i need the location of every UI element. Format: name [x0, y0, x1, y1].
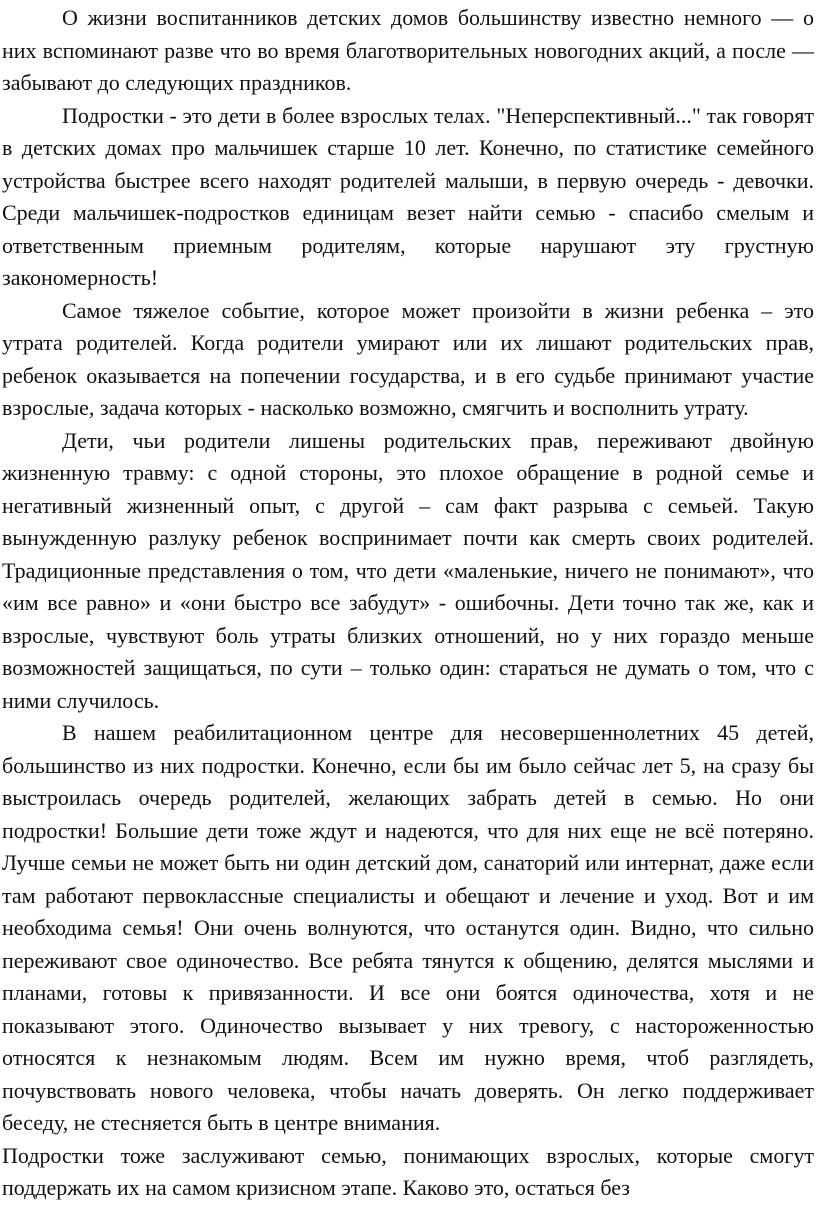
paragraph-4: Дети, чьи родители лишены родительских прав, переживают двойную жизненную травму: с одной стороны, это плохое обращение в родной семье и негативный жизненный опыт, с другой – сам факт разрыва с семьей. Такую вынужденную разлуку ребенок воспринимает почти как смерть своих родителей. Традиционные представления о том, что дети «маленькие, ничего не понимают», что «им все равно» и «они быстро все забудут» - ошибочны. Дети точно так же, как и взрослые, чувствуют боль утраты близких отношений, но у них гораздо меньше возможностей защищаться, по сути – только один: стараться не думать о том, что с ними случилось.	[2, 427, 814, 713]
paragraph-6: Подростки тоже заслуживают семью, понимающих взрослых, которые смогут поддержать их на самом кризисном этапе. Каково это, остаться без	[2, 1142, 814, 1200]
paragraph-1: О жизни воспитанников детских домов большинству известно немного — о них вспоминают разве что во время благотворительных новогодних акций, а после — забывают до следующих праздников.	[2, 5, 814, 95]
paragraph-5: В нашем реабилитационном центре для несовершеннолетних 45 детей, большинство из них подростки. Конечно, если бы им было сейчас лет 5, на сразу бы выстроилась очередь родителей, желающих забрать детей в семью. Но они подростки! Большие дети тоже ждут и надеются, что для них еще не всё потеряно. Лучше семьи не может быть ни один детский дом, санаторий или интернат, даже если там работают первоклассные специалисты и обещают и лечение и уход. Вот и им необходима семья! Они очень волнуются, что останутся один. Видно, что сильно переживают свое одиночество. Все ребята тянутся к общению, делятся мыслями и планами, готовы к привязанности. И все они боятся одиночества, хотя и не показывают этого. Одиночество вызывает у них тревогу, с настороженностью относятся к незнакомым людям. Всем им нужно время, чтоб разглядеть, почувствовать нового человека, чтобы начать доверять. Он легко поддерживает беседу, не стесняется быть в центре внимания.	[2, 720, 814, 1135]
paragraph-3: Самое тяжелое событие, которое может произойти в жизни ребенка – это утрата родителей. Когда родители умирают или их лишают родительских прав, ребенок оказывается на попечении государства, и в его судьбе принимают участие взрослые, задача которых - насколько возможно, смягчить и восполнить утрату.	[2, 297, 814, 420]
paragraph-2: Подростки - это дети в более взрослых телах. "Неперспективный..." так говорят в детских домах про мальчишек старше 10 лет. Конечно, по статистике семейного устройства быстрее всего находят родителей малыши, в первую очередь - девочки. Среди мальчишек-подростков единицам везет найти семью - спасибо смелым и ответственным приемным родителям, которые нарушают эту грустную закономерность!	[2, 102, 814, 290]
